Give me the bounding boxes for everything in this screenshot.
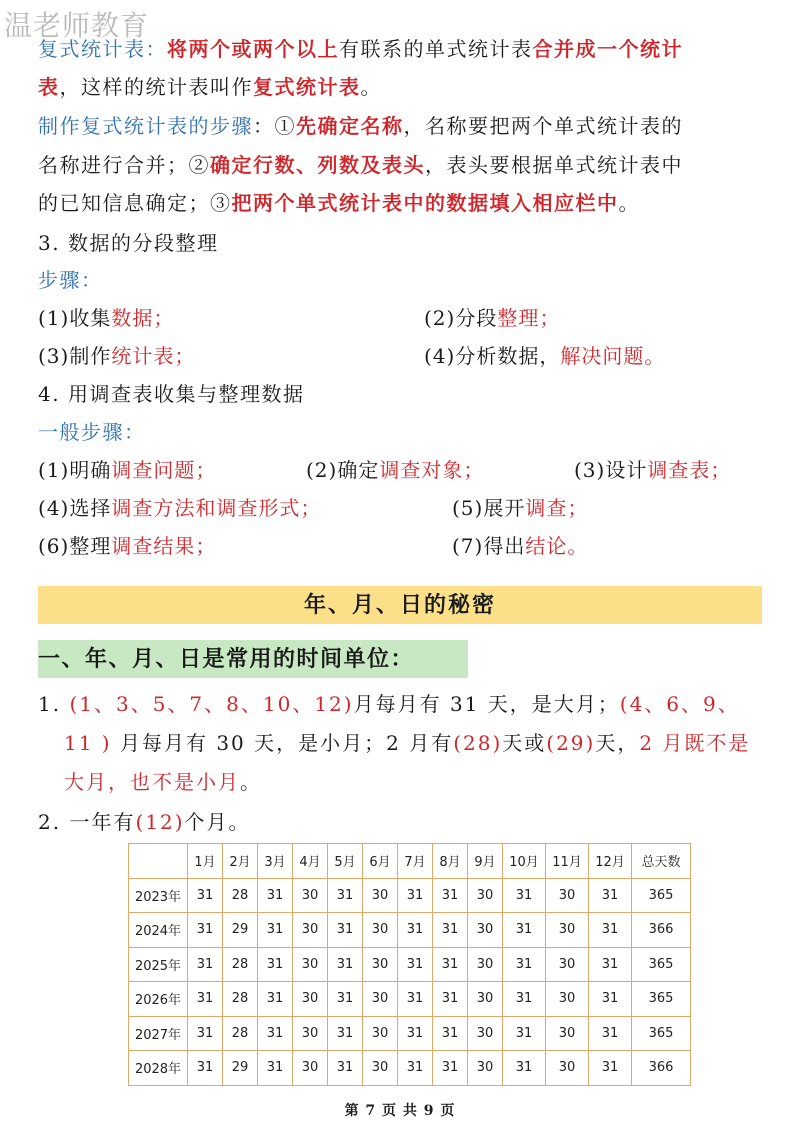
table-cell: 7月 [398, 844, 433, 879]
highlight: 确定行数、列数及表头 [210, 153, 425, 177]
step-item: (3)制作统计表； [38, 344, 196, 368]
colon: ： [145, 37, 167, 61]
step-item: (3)设计调查表； [574, 458, 732, 482]
table-cell: 31 [328, 982, 363, 1017]
table-cell: 31 [258, 913, 293, 948]
table-cell: 30 [546, 913, 589, 948]
table-cell: 31 [503, 913, 546, 948]
table-cell: 366 [632, 1051, 691, 1086]
table-cell: 30 [293, 1016, 328, 1051]
table-cell: 30 [363, 913, 398, 948]
section-3-steps-label: 步骤： [38, 268, 103, 292]
table-cell: 31 [433, 982, 468, 1017]
watermark: 温老师教育 [4, 9, 150, 42]
section-3-title: 3. 数据的分段整理 [38, 231, 219, 255]
table-cell: 31 [328, 878, 363, 913]
table-cell: 31 [398, 913, 433, 948]
table-row [129, 1051, 691, 1086]
table-cell: 30 [546, 982, 589, 1017]
table-cell: 31 [188, 913, 223, 948]
table-cell: 30 [293, 878, 328, 913]
table-cell: 30 [363, 1016, 398, 1051]
table-cell: 4月 [293, 844, 328, 879]
table-cell: 365 [632, 947, 691, 982]
table-cell: 30 [546, 947, 589, 982]
table-cell: 31 [433, 947, 468, 982]
table-cell: 31 [433, 878, 468, 913]
table-cell: 2月 [223, 844, 258, 879]
table-cell: 31 [258, 878, 293, 913]
highlight: 表 [38, 75, 60, 99]
table-cell: 30 [293, 1051, 328, 1086]
table-cell: 31 [188, 1016, 223, 1051]
table-header-row [129, 844, 691, 879]
table-cell: 31 [503, 1051, 546, 1086]
text: 。 [360, 75, 382, 99]
table-cell: 28 [223, 947, 258, 982]
table-cell: 31 [589, 878, 632, 913]
table-cell: 31 [258, 982, 293, 1017]
table-cell: 31 [258, 1016, 293, 1051]
table-row-label: 2028年 [129, 1051, 188, 1086]
table-cell: 31 [503, 947, 546, 982]
paragraph-1-line-2: 11 ) 月每月有 30 天，是小月；2 月有(28)天或(29)天，2 月既不是 [64, 731, 751, 755]
text: ：① [253, 114, 296, 138]
table-cell: 31 [258, 1051, 293, 1086]
table-cell: 31 [188, 947, 223, 982]
table-cell: 31 [328, 947, 363, 982]
intro-line-2 [38, 72, 382, 102]
table-cell: 31 [328, 1016, 363, 1051]
highlight: 将两个或两个以上 [167, 37, 339, 61]
step-item: (6)整理调查结果； [38, 534, 217, 558]
table-row-label: 2027年 [129, 1016, 188, 1051]
table-cell: 31 [433, 913, 468, 948]
table-cell: 8月 [433, 844, 468, 879]
text: ，表头要根据单式统计表中 [425, 153, 683, 177]
intro-line-4 [38, 150, 683, 180]
paragraph-1-line-1: 1. (1、3、5、7、8、10、12)月每月有 31 天，是大月；(4、6、9、 [38, 692, 740, 716]
table-cell: 31 [433, 1051, 468, 1086]
table-cell: 30 [468, 982, 503, 1017]
section-4-steps-label: 一般步骤： [38, 420, 146, 444]
table-cell: 28 [223, 982, 258, 1017]
table-cell: 28 [223, 878, 258, 913]
table-cell: 30 [363, 1051, 398, 1086]
table-cell: 366 [632, 913, 691, 948]
table-cell: 31 [258, 947, 293, 982]
table-cell: 30 [468, 913, 503, 948]
section-4-title: 4. 用调查表收集与整理数据 [38, 382, 305, 406]
table-cell: 365 [632, 878, 691, 913]
table-row-label: 2023年 [129, 878, 188, 913]
table-cell: 11月 [546, 844, 589, 879]
table-cell: 31 [188, 982, 223, 1017]
intro-line-1 [38, 34, 683, 64]
table-cell: 30 [468, 1016, 503, 1051]
table-cell: 31 [589, 913, 632, 948]
text: ，名称要把两个单式统计表的 [403, 114, 683, 138]
table-cell: 29 [223, 1051, 258, 1086]
highlight: 合并成一个统计 [532, 37, 683, 61]
highlight: 先确定名称 [296, 114, 404, 138]
paragraph-1-line-3: 大月，也不是小月。 [64, 770, 262, 794]
table-cell: 12月 [589, 844, 632, 879]
table-cell: 30 [363, 878, 398, 913]
table-cell: 31 [589, 1051, 632, 1086]
text: 的已知信息确定；③ [38, 191, 232, 215]
intro-line-5 [38, 188, 640, 218]
table-cell: 31 [433, 1016, 468, 1051]
table-cell: 31 [188, 1051, 223, 1086]
table-cell: 31 [398, 878, 433, 913]
table-row-label: 2024年 [129, 913, 188, 948]
table-row [129, 947, 691, 982]
table-cell: 3月 [258, 844, 293, 879]
month-days-table [128, 843, 691, 1086]
step-item: (2)确定调查对象； [306, 458, 485, 482]
text: 名称进行合并；② [38, 153, 210, 177]
table-cell: 31 [589, 1016, 632, 1051]
table-cell: 31 [398, 1051, 433, 1086]
table-row-label: 2025年 [129, 947, 188, 982]
highlight: 把两个单式统计表中的数据填入相应栏中 [231, 191, 619, 215]
table-cell: 31 [328, 913, 363, 948]
step-item: (4)分析数据，解决问题。 [424, 344, 666, 368]
table-cell: 365 [632, 1016, 691, 1051]
table-cell: 30 [546, 1016, 589, 1051]
table-cell: 31 [398, 947, 433, 982]
step-item: (5)展开调查； [452, 496, 589, 520]
table-cell: 30 [468, 947, 503, 982]
table-row [129, 1016, 691, 1051]
table-cell: 30 [363, 982, 398, 1017]
table-cell: 31 [503, 982, 546, 1017]
table-cell: 30 [468, 878, 503, 913]
table-cell: 9月 [468, 844, 503, 879]
table-cell: 31 [503, 878, 546, 913]
table-row [129, 878, 691, 913]
table-row-label: 2026年 [129, 982, 188, 1017]
step-item: (1)明确调查问题； [38, 458, 217, 482]
table-cell: 31 [589, 982, 632, 1017]
table-cell: 30 [293, 947, 328, 982]
term-steps: 制作复式统计表的步骤 [38, 114, 253, 138]
table-cell: 30 [363, 947, 398, 982]
table-cell: 5月 [328, 844, 363, 879]
step-item: (1)收集数据； [38, 306, 175, 330]
table-cell: 30 [546, 878, 589, 913]
section-subheading: 一、年、月、日是常用的时间单位： [38, 640, 468, 678]
page-footer: 第 7 页 共 9 页 [344, 1103, 456, 1119]
table-cell: 30 [468, 1051, 503, 1086]
paragraph-2: 2. 一年有(12)个月。 [38, 810, 251, 834]
table-cell: 10月 [503, 844, 546, 879]
table-cell: 31 [398, 1016, 433, 1051]
table-row [129, 913, 691, 948]
step-item: (2)分段整理； [424, 306, 561, 330]
table-cell: 31 [188, 878, 223, 913]
text: 。 [618, 191, 640, 215]
table-cell: 29 [223, 913, 258, 948]
table-cell: 31 [503, 1016, 546, 1051]
table-cell: 1月 [188, 844, 223, 879]
table-cell: 365 [632, 982, 691, 1017]
step-item: (4)选择调查方法和调查形式； [38, 496, 322, 520]
chapter-banner: 年、月、日的秘密 [38, 586, 762, 624]
step-item: (7)得出结论。 [452, 534, 589, 558]
intro-line-3 [38, 111, 683, 141]
table-row [129, 982, 691, 1017]
text: 有联系的单式统计表 [339, 37, 533, 61]
term-compound-table: 复式统计表 [38, 37, 146, 61]
table-cell: 30 [293, 913, 328, 948]
table-cell: 6月 [363, 844, 398, 879]
table-cell: 30 [546, 1051, 589, 1086]
highlight: 复式统计表 [253, 75, 361, 99]
table-cell: 28 [223, 1016, 258, 1051]
table-cell: 31 [328, 1051, 363, 1086]
table-row-label [129, 844, 188, 879]
table-cell: 总天数 [632, 844, 691, 879]
table-cell: 31 [589, 947, 632, 982]
table-cell: 30 [293, 982, 328, 1017]
table-cell: 31 [398, 982, 433, 1017]
text: ，这样的统计表叫作 [59, 75, 253, 99]
